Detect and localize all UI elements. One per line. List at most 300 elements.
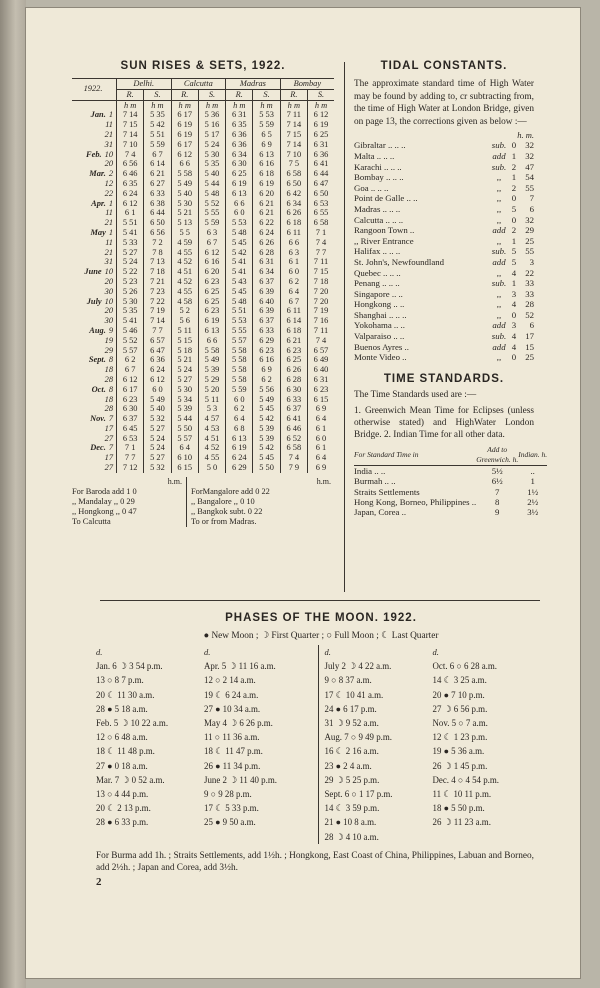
port-op: ,, xyxy=(496,214,502,225)
table-row xyxy=(72,463,334,473)
ts-place: Burmah .. .. xyxy=(354,476,396,487)
port-name: Madras .. .. .. xyxy=(354,203,401,214)
port-op: add xyxy=(492,225,506,236)
time-cell: 5 44 xyxy=(171,414,198,424)
date-label xyxy=(72,208,117,218)
day-label: 22 xyxy=(104,188,113,198)
time-cell: 6 55 xyxy=(307,208,334,218)
time-cell: 6 26 xyxy=(253,238,280,248)
moon-phase-entry: 18 ☾ 11 48 p.m. xyxy=(96,746,155,757)
time-cell: 7 18 xyxy=(144,267,171,277)
ts-greenwich: 5½ xyxy=(491,466,503,477)
port-row xyxy=(354,151,534,162)
time-cell: 6 24 xyxy=(226,453,253,463)
time-cell: 6 58 xyxy=(307,218,334,228)
port-hours: 3 xyxy=(511,320,517,331)
moon-phase-entry: 27 ☽ 6 56 p.m. xyxy=(432,703,488,714)
time-cell: 5 40 xyxy=(144,404,171,414)
table-row xyxy=(72,326,334,336)
moon-phase-entry: 13 ○ 8 7 p.m. xyxy=(96,675,144,686)
time-cell: 7 4 xyxy=(280,453,307,463)
moon-phase-entry: 9 ○ 8 37 a.m. xyxy=(324,675,372,686)
time-cell: 6 31 xyxy=(253,257,280,267)
day-label: 8 xyxy=(108,355,113,365)
time-cell: 6 36 xyxy=(307,150,334,160)
time-cell: 7 4 xyxy=(307,336,334,346)
time-cell: 6 16 xyxy=(198,257,225,267)
time-cell: 4 53 xyxy=(198,424,225,434)
moon-row xyxy=(325,716,547,730)
port-hours: 0 xyxy=(511,309,517,320)
time-cell: 7 15 xyxy=(117,120,144,130)
port-name: Goa .. .. .. xyxy=(354,182,389,193)
moon-row xyxy=(96,801,318,815)
day-label: 2 xyxy=(108,169,113,179)
moon-phase-entry: 19 ● 5 36 a.m. xyxy=(432,746,485,757)
port-row xyxy=(354,140,534,151)
time-cell: 5 59 xyxy=(144,140,171,150)
foot-line: ,, Bangkok subt. 0 22 xyxy=(191,506,263,516)
port-hours: 4 xyxy=(511,341,517,352)
time-cell: 6 39 xyxy=(253,306,280,316)
time-cell: 5 32 xyxy=(144,414,171,424)
foot-line: ,, Hongkong ,, 0 47 xyxy=(72,506,137,516)
time-cell: 5 58 xyxy=(171,169,198,179)
moon-row xyxy=(96,688,318,702)
port-hours: 0 xyxy=(511,193,517,204)
time-cell: 7 2 xyxy=(144,238,171,248)
table-row xyxy=(72,404,334,414)
moon-row xyxy=(96,759,318,773)
port-minutes: 33 xyxy=(525,278,534,289)
time-cell: 6 23 xyxy=(198,306,225,316)
time-cell: 6 30 xyxy=(280,385,307,395)
time-cell: 5 35 xyxy=(198,159,225,169)
moon-phase-entry: Jan. 6 ☽ 3 54 p.m. xyxy=(96,661,163,672)
time-cell: 6 7 xyxy=(280,297,307,307)
time-cell: 6 25 xyxy=(226,169,253,179)
moon-phase-entry: 31 ☽ 9 52 a.m. xyxy=(324,718,379,729)
time-cell: 6 47 xyxy=(307,179,334,189)
date-label xyxy=(72,267,117,277)
port-minutes: 55 xyxy=(525,246,534,257)
ts-head-label: For Standard Time in xyxy=(354,445,476,466)
ts-indian: 1 xyxy=(530,476,535,487)
time-cell: 5 41 xyxy=(226,257,253,267)
moon-column-right: d. d. July 2 ☽ 4 22 a.m. Oct. 6 ○ 6 28 a.m. 9 ○ 8 37 a.m. 14 ☾ 3 25 a.m. 17 ☾ 10 41 a.m. 20 ● 7 10 p.m. 24 ● 6 17 p.m. 27 ☽ 6 56 p.m. 31 ☽ 9 52 a.m. Nov. 5 ○ 7 a.m. Aug. 7 ○ 9 49 p.m. 12 ☾ 1 23 p.m. 16 ☾ 2 16 a.m. 19 ● 5 36 a.m. 23 ● 2 4 a.m. 26 ☽ 1 45 p.m. 29 ☽ 5 25 p.m. Dec. 4 ○ 4 54 p.m. Sept. 6 ○ 1 17 p.m. 11 ☾ 10 11 p.m. 14 ☾ 3 59 p.m. 18 ● 5 50 p.m. 21 ● 10 8 a.m. 26 ☽ 11 23 a.m. 28 ☽ 4 10 a.m. xyxy=(318,645,547,844)
time-cell: 6 15 xyxy=(171,463,198,473)
time-cell: 5 18 xyxy=(171,346,198,356)
time-cell: 6 46 xyxy=(117,169,144,179)
port-hours: 4 xyxy=(511,299,517,310)
port-row xyxy=(354,352,534,363)
time-cell: 5 41 xyxy=(117,316,144,326)
unit-label: h m xyxy=(226,100,253,110)
time-cell: 7 22 xyxy=(144,297,171,307)
time-cell: 5 22 xyxy=(117,267,144,277)
day-label: 21 xyxy=(104,247,113,257)
time-cell: 6 36 xyxy=(144,355,171,365)
time-cell: 6 23 xyxy=(280,346,307,356)
time-cell: 5 50 xyxy=(253,463,280,473)
time-cell: 6 44 xyxy=(307,169,334,179)
ts-indian: 1½ xyxy=(527,486,539,497)
day-label: 19 xyxy=(104,335,113,345)
table-row xyxy=(72,130,334,140)
moon-phase-entry: 12 ○ 6 48 a.m. xyxy=(96,732,148,743)
day-label: 21 xyxy=(104,129,113,139)
moon-phase-entry xyxy=(433,830,541,844)
ts-greenwich: 9 xyxy=(494,507,500,518)
time-cell: 6 18 xyxy=(253,169,280,179)
time-cell: 6 1 xyxy=(307,443,334,453)
time-cell: 5 52 xyxy=(198,199,225,209)
date-label xyxy=(72,375,117,385)
moon-phase-entry: 26 ● 11 34 p.m. xyxy=(204,760,261,771)
ts-greenwich: 8 xyxy=(494,496,500,507)
time-cell: 6 33 xyxy=(253,326,280,336)
port-hours: 1 xyxy=(511,172,517,183)
table-row xyxy=(72,306,334,316)
port-row xyxy=(354,183,534,194)
time-cell: 5 58 xyxy=(198,346,225,356)
date-label xyxy=(72,218,117,228)
table-row xyxy=(72,346,334,356)
date-label xyxy=(72,238,117,248)
tidal-table xyxy=(354,140,534,362)
moon-row xyxy=(325,787,547,801)
port-op: sub. xyxy=(491,278,507,289)
port-hours: 5 xyxy=(511,256,517,267)
day-label: 18 xyxy=(104,365,113,375)
port-row xyxy=(354,204,534,215)
port-minutes: 33 xyxy=(525,288,534,299)
ts-indian: .. xyxy=(530,466,535,477)
time-cell: 7 7 xyxy=(144,326,171,336)
time-cell: 5 27 xyxy=(144,424,171,434)
date-label xyxy=(72,395,117,405)
moon-phase-entry: 26 ☽ 1 45 p.m. xyxy=(432,760,488,771)
moon-phase-entry: 17 ☾ 10 41 a.m. xyxy=(324,689,384,700)
table-row xyxy=(72,414,334,424)
time-cell: 5 57 xyxy=(226,336,253,346)
table-row xyxy=(72,110,334,120)
time-cell: 6 14 xyxy=(280,316,307,326)
table-row xyxy=(72,199,334,209)
moon-phase-entry: Apr. 5 ☽ 11 16 a.m. xyxy=(204,661,276,672)
time-cell: 6 24 xyxy=(253,228,280,238)
time-cell: 7 23 xyxy=(144,287,171,297)
port-minutes: 54 xyxy=(525,172,534,183)
time-cell: 6 57 xyxy=(144,336,171,346)
port-hours: 2 xyxy=(511,182,517,193)
port-hours: 1 xyxy=(511,235,517,246)
time-cell: 5 48 xyxy=(226,228,253,238)
port-hours: 0 xyxy=(511,140,517,151)
time-cell: 7 8 xyxy=(144,248,171,258)
time-cell: 6 56 xyxy=(117,159,144,169)
table-row xyxy=(72,297,334,307)
port-name: Yokohama .. .. xyxy=(354,320,405,331)
time-cell: 5 35 xyxy=(117,306,144,316)
ts-place: India .. .. xyxy=(354,466,386,477)
time-cell: 6 5 xyxy=(253,130,280,140)
time-cell: 5 23 xyxy=(117,277,144,287)
rise-set-header: S. xyxy=(198,89,225,100)
moon-row xyxy=(96,716,318,730)
time-cell: 7 15 xyxy=(307,267,334,277)
moon-phase-entry: 23 ● 2 4 a.m. xyxy=(324,760,372,771)
time-cell: 6 23 xyxy=(307,385,334,395)
time-cell: 5 44 xyxy=(198,179,225,189)
time-cell: 6 19 xyxy=(198,316,225,326)
time-cell: 5 21 xyxy=(171,208,198,218)
time-cell: 5 58 xyxy=(226,346,253,356)
day-label: 18 xyxy=(104,394,113,404)
time-cell: 6 0 xyxy=(226,395,253,405)
time-cell: 6 3 xyxy=(198,228,225,238)
port-row xyxy=(354,320,534,331)
day-label: 28 xyxy=(104,404,113,414)
month-label: Jan. xyxy=(90,110,106,120)
time-cell: 6 22 xyxy=(253,218,280,228)
time-cell: 6 44 xyxy=(144,208,171,218)
port-name: St. John's, Newfoundland xyxy=(354,256,445,267)
day-label: 10 xyxy=(104,149,113,159)
month-label: Mar. xyxy=(89,169,106,179)
moon-phase-entry: Nov. 5 ○ 7 a.m. xyxy=(432,718,488,729)
time-cell: 6 16 xyxy=(253,355,280,365)
sun-section xyxy=(72,60,334,527)
date-label xyxy=(72,424,117,434)
port-name: Buenos Ayres .. xyxy=(354,341,409,352)
time-cell: 6 38 xyxy=(144,199,171,209)
time-cell: 6 37 xyxy=(253,277,280,287)
moon-phase-entry: 9 ○ 9 28 p.m. xyxy=(204,789,252,800)
port-minutes: 3 xyxy=(529,256,534,267)
time-cell: 6 18 xyxy=(280,218,307,228)
moon-phase-entry: July 2 ☽ 4 22 a.m. xyxy=(324,661,392,672)
time-cell: 6 2 xyxy=(253,375,280,385)
table-row xyxy=(72,316,334,326)
day-label: 27 xyxy=(104,463,113,473)
time-cell: 6 50 xyxy=(144,218,171,228)
time-cell: 6 13 xyxy=(253,150,280,160)
time-cell: 5 27 xyxy=(171,375,198,385)
time-cell: 5 46 xyxy=(117,326,144,336)
time-cell: 6 34 xyxy=(253,267,280,277)
time-cell: 6 58 xyxy=(280,443,307,453)
time-cell: 5 58 xyxy=(226,375,253,385)
time-cell: 5 24 xyxy=(117,257,144,267)
date-label xyxy=(72,179,117,189)
port-name: Valparaiso .. .. xyxy=(354,331,405,342)
day-label: 10 xyxy=(104,267,113,277)
time-cell: 7 7 xyxy=(307,248,334,258)
time-cell: 5 51 xyxy=(117,218,144,228)
time-cell: 7 19 xyxy=(144,306,171,316)
time-cell: 5 20 xyxy=(198,385,225,395)
time-cell: 4 55 xyxy=(171,287,198,297)
time-cell: 6 19 xyxy=(226,443,253,453)
time-cell: 6 47 xyxy=(144,346,171,356)
time-cell: 5 36 xyxy=(198,110,225,120)
day-label: 31 xyxy=(104,257,113,267)
port-name: Karachi .. .. .. xyxy=(354,161,402,172)
port-op: sub. xyxy=(491,331,507,342)
time-cell: 6 9 xyxy=(307,463,334,473)
sun-footnote xyxy=(72,477,334,527)
time-cell: 7 13 xyxy=(144,257,171,267)
ts-indian: 2½ xyxy=(527,496,539,507)
moon-phase-entry: 20 ☾ 2 13 p.m. xyxy=(96,803,151,814)
port-minutes: 25 xyxy=(525,352,534,363)
time-cell: 6 7 xyxy=(117,365,144,375)
time-cell: 6 1 xyxy=(117,208,144,218)
time-cell: 5 42 xyxy=(226,248,253,258)
time-cell: 7 5 xyxy=(280,159,307,169)
moon-phase-entry: Feb. 5 ☽ 10 22 a.m. xyxy=(96,718,169,729)
page-number: 2 xyxy=(96,875,102,888)
port-hours: 5 xyxy=(511,246,517,257)
time-cell: 7 10 xyxy=(117,140,144,150)
port-name: Singapore .. .. xyxy=(354,288,403,299)
moon-phase-entry: 29 ☽ 5 25 p.m. xyxy=(324,774,380,785)
moon-row xyxy=(96,787,318,801)
moon-phase-entry: 17 ☾ 5 33 p.m. xyxy=(204,803,259,814)
port-hours: 1 xyxy=(511,150,517,161)
moon-phase-entry: June 2 ☽ 11 40 p.m. xyxy=(204,774,277,785)
foot-line: ForMangalore add 0 22 xyxy=(191,486,270,496)
date-label xyxy=(72,130,117,140)
date-label xyxy=(72,297,117,307)
date-label xyxy=(72,248,117,258)
time-cell: 5 48 xyxy=(226,297,253,307)
table-row xyxy=(72,238,334,248)
date-label xyxy=(72,159,117,169)
city-header: Calcutta xyxy=(171,79,226,90)
time-cell: 6 16 xyxy=(253,159,280,169)
time-cell: 6 30 xyxy=(226,159,253,169)
port-op: ,, xyxy=(496,288,502,299)
time-cell: 5 39 xyxy=(253,424,280,434)
day-label: 17 xyxy=(104,453,113,463)
time-cell: 6 8 xyxy=(226,424,253,434)
port-hours: 0 xyxy=(511,214,517,225)
moon-phase-entry: 14 ☾ 3 59 p.m. xyxy=(324,803,380,814)
day-label: 9 xyxy=(108,325,113,335)
time-cell: 6 23 xyxy=(198,277,225,287)
ts-greenwich: 7 xyxy=(494,486,500,497)
ts-place: Japan, Corea .. xyxy=(354,507,407,518)
time-cell: 5 49 xyxy=(253,395,280,405)
time-cell: 4 55 xyxy=(198,453,225,463)
port-name: Bombay .. .. .. xyxy=(354,172,404,183)
table-row xyxy=(72,140,334,150)
time-cell: 6 24 xyxy=(144,365,171,375)
time-cell: 5 33 xyxy=(117,238,144,248)
time-cell: 5 42 xyxy=(253,443,280,453)
time-cell: 6 53 xyxy=(117,434,144,444)
time-cell: 5 30 xyxy=(171,199,198,209)
port-hours: 2 xyxy=(511,161,517,172)
date-label xyxy=(72,140,117,150)
time-cell: 6 4 xyxy=(226,414,253,424)
time-cell: 6 14 xyxy=(144,159,171,169)
moon-phase-entry: 28 ● 5 18 a.m. xyxy=(96,703,148,714)
day-label: 7 xyxy=(108,414,113,424)
moon-phase-entry: Oct. 6 ○ 6 28 a.m. xyxy=(432,661,498,672)
port-hours: 3 xyxy=(511,288,517,299)
rise-set-header: S. xyxy=(253,89,280,100)
port-name: Shanghai .. .. .. xyxy=(354,309,407,320)
time-cell: 6 34 xyxy=(226,150,253,160)
time-cell: 4 52 xyxy=(171,257,198,267)
moon-phase-entry: 28 ☽ 4 10 a.m. xyxy=(324,831,379,842)
time-cell: 7 11 xyxy=(307,257,334,267)
moon-phase-entry: 24 ● 6 17 p.m. xyxy=(324,703,377,714)
moon-phase-entry: 26 ☽ 11 23 a.m. xyxy=(432,817,491,828)
time-cell: 4 58 xyxy=(171,297,198,307)
month-label: May xyxy=(90,227,106,237)
time-cell: 5 49 xyxy=(171,179,198,189)
time-cell: 6 34 xyxy=(280,199,307,209)
port-name: ,, River Entrance xyxy=(354,235,414,246)
time-cell: 5 17 xyxy=(198,130,225,140)
time-cell: 5 29 xyxy=(198,375,225,385)
time-cell: 6 21 xyxy=(144,169,171,179)
moon-row xyxy=(96,702,318,716)
time-cell: 6 6 xyxy=(171,159,198,169)
time-standards-title: TIME STANDARDS. xyxy=(383,372,505,385)
moon-phase-entry: 18 ☾ 11 47 p.m. xyxy=(204,746,263,757)
port-row xyxy=(354,278,534,289)
time-cell: 7 4 xyxy=(307,238,334,248)
port-minutes: 6 xyxy=(529,320,534,331)
table-row xyxy=(72,287,334,297)
port-name: Quebec .. .. .. xyxy=(354,267,401,278)
time-cell: 6 9 xyxy=(307,404,334,414)
time-cell: 6 20 xyxy=(253,189,280,199)
moon-phase-entry: Sept. 6 ○ 1 17 p.m. xyxy=(324,789,393,800)
time-cell: 6 40 xyxy=(253,297,280,307)
moon-row xyxy=(325,688,547,702)
time-cell: 6 9 xyxy=(253,140,280,150)
port-minutes: 32 xyxy=(525,150,534,161)
table-row xyxy=(72,375,334,385)
port-row xyxy=(354,310,534,321)
rise-set-header: R. xyxy=(226,89,253,100)
time-cell: 5 49 xyxy=(198,355,225,365)
date-label xyxy=(72,443,117,453)
time-cell: 6 30 xyxy=(117,404,144,414)
port-op: ,, xyxy=(496,182,502,193)
time-cell: 5 51 xyxy=(226,306,253,316)
table-row xyxy=(72,159,334,169)
port-minutes: 6 xyxy=(529,203,534,214)
time-cell: 5 53 xyxy=(226,218,253,228)
date-label xyxy=(72,277,117,287)
time-cell: 5 59 xyxy=(226,385,253,395)
time-cell: 5 39 xyxy=(171,404,198,414)
table-row xyxy=(72,150,334,160)
time-standard-row xyxy=(354,476,547,486)
table-row xyxy=(72,355,334,365)
table-row xyxy=(72,218,334,228)
time-cell: 6 57 xyxy=(307,346,334,356)
date-label xyxy=(72,316,117,326)
unit-label: h m xyxy=(171,100,198,110)
